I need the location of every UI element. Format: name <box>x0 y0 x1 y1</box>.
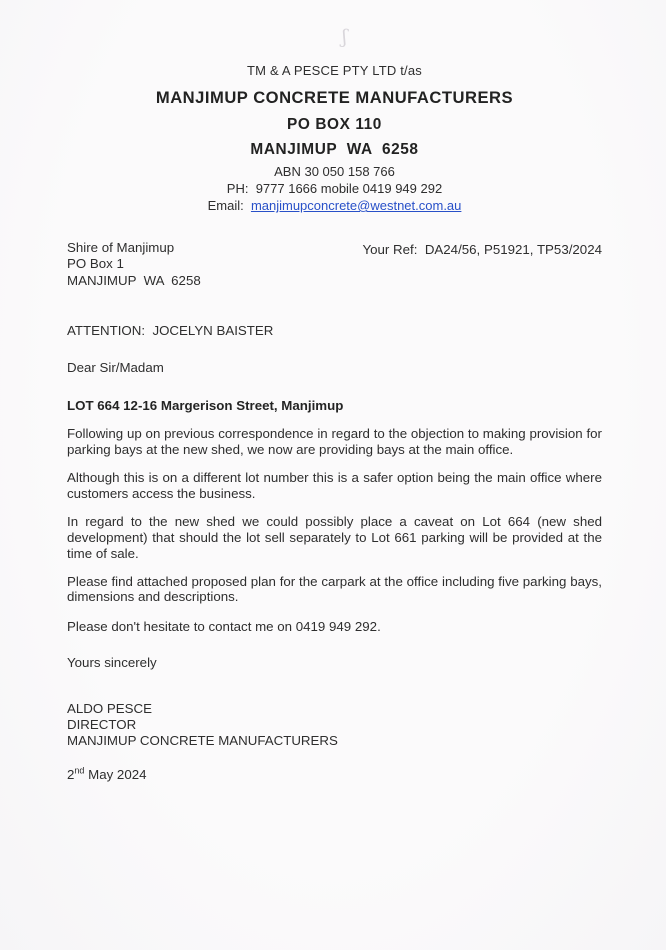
letterhead <box>67 63 602 213</box>
date-rest: May 2024 <box>84 767 147 783</box>
letter-content <box>0 63 666 782</box>
email-line <box>67 198 602 213</box>
signature-company: MANJIMUP CONCRETE MANUFACTURERS <box>67 732 338 748</box>
scan-artifact-mark: ʃ <box>341 25 348 49</box>
date-ordinal: nd <box>74 765 85 776</box>
company-name: MANJIMUP CONCRETE MANUFACTURERS <box>155 88 514 107</box>
abn-line: ABN 30 050 158 766 <box>274 164 395 179</box>
email-label: Email: <box>207 198 251 213</box>
your-ref-label: Your Ref: <box>362 242 425 257</box>
address-reference-row <box>67 240 602 289</box>
body-paragraph: Following up on previous correspondence in regard to the objection to making provision for parking bays at the new shed, we now are providing bays at the main office. <box>67 426 602 458</box>
recipient-line: Shire of Manjimup <box>67 240 175 255</box>
date-line <box>67 767 602 782</box>
po-box-line: PO BOX 110 <box>287 116 382 133</box>
email-address-link[interactable]: manjimupconcrete@westnet.com.au <box>250 198 462 213</box>
recipient-line: PO Box 1 <box>67 256 124 272</box>
body-paragraph: Please find attached proposed plan for the carpark at the office including five parking bays, dimensions and descriptions. <box>67 573 602 605</box>
recipient-line: MANJIMUP WA 6258 <box>67 272 201 288</box>
trading-as-line: TM & A PESCE PTY LTD t/as <box>246 63 422 78</box>
signature-title: DIRECTOR <box>67 716 137 732</box>
closing-line: Yours sincerely <box>67 655 157 671</box>
date-day: 2 <box>67 767 75 783</box>
signature-block <box>67 701 602 748</box>
contact-line: Please don't hesitate to contact me on 0419 949 292. <box>67 619 381 635</box>
city-line: MANJIMUP WA 6258 <box>250 141 419 158</box>
salutation: Dear Sir/Madam <box>67 360 164 376</box>
body-paragraph: Although this is on a different lot number this is a safer option being the main office where customers access the business. <box>67 470 602 501</box>
signature-name: ALDO PESCE <box>67 701 152 717</box>
your-ref-line <box>362 240 602 289</box>
body-paragraph: In regard to the new shed we could possibly place a caveat on Lot 664 (new shed development) that should the lot sell separately to Lot 661 parking will be provided at the time of sale. <box>67 513 602 561</box>
recipient-address <box>67 240 201 289</box>
your-ref-value: DA24/56, P51921, TP53/2024 <box>424 242 602 257</box>
subject-line: LOT 664 12-16 Margerison Street, Manjimup <box>67 398 344 414</box>
phone-line: PH: 9777 1666 mobile 0419 949 292 <box>226 181 443 196</box>
attention-line: ATTENTION: JOCELYN BAISTER <box>67 323 274 339</box>
